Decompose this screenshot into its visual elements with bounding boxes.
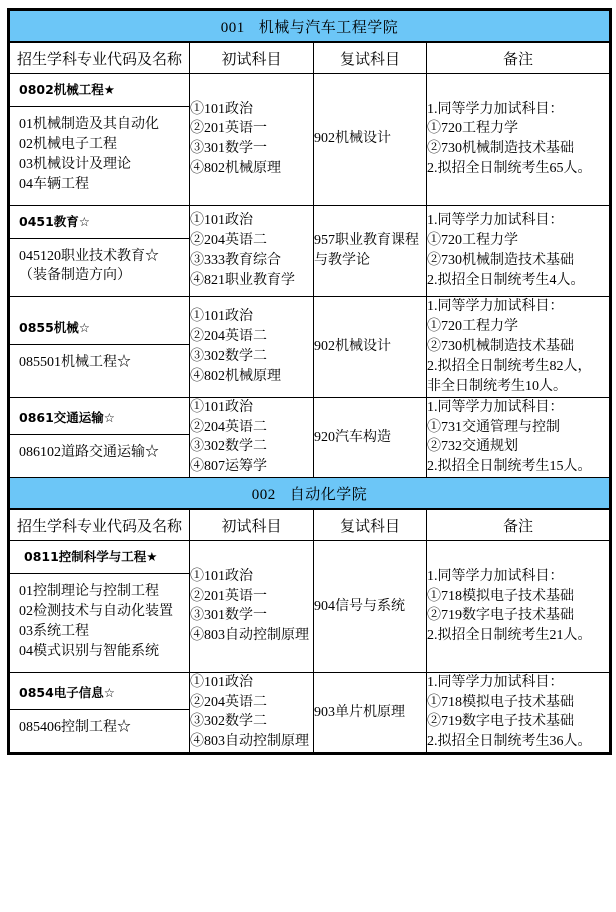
- direction-item: 045120职业技术教育☆: [19, 248, 159, 264]
- remark-line: ②730机械制造技术基础: [427, 252, 574, 268]
- program-row: [9, 541, 611, 673]
- exam-subject-item: ④802机械原理: [190, 161, 281, 177]
- exam-subject-item: ③302数学二: [190, 439, 267, 455]
- remark-line: 2.拟招全日制统考生4人。: [427, 272, 585, 288]
- retest-subject: 904信号与系统: [314, 541, 427, 673]
- first-exam-subjects: [190, 205, 314, 297]
- remarks: [427, 672, 611, 754]
- direction-item: 03机械设计及理论: [19, 156, 131, 172]
- remark-line: 2.拟招全日制统考生65人。: [427, 161, 592, 177]
- program-code: 0802机械工程★: [10, 74, 189, 107]
- program-cell: [9, 541, 190, 673]
- retest-subject: 903单片机原理: [314, 672, 427, 754]
- exam-subject-item: ②204英语二: [190, 329, 267, 345]
- remark-line: 1.同等学力加试科目：: [427, 299, 564, 315]
- exam-subject-item: ②201英语一: [190, 121, 267, 137]
- college-header-row: [9, 10, 611, 43]
- remark-line: 2.拟招全日制统考生15人。: [427, 459, 592, 475]
- exam-subject-item: ④821职业教育学: [190, 272, 295, 288]
- column-header-2: 复试科目: [314, 509, 427, 541]
- retest-subject: 957职业教育课程与教学论: [314, 205, 427, 297]
- retest-subject: 920汽车构造: [314, 397, 427, 478]
- exam-subject-item: ①101政治: [190, 101, 253, 117]
- direction-item: 04模式识别与智能系统: [19, 643, 159, 659]
- exam-subject-item: ③333教育综合: [190, 252, 281, 268]
- remarks: [427, 205, 611, 297]
- exam-subject-item: ①101政治: [190, 399, 253, 415]
- remark-line: 2.拟招全日制统考生21人。: [427, 628, 592, 644]
- exam-subject-item: ①101政治: [190, 309, 253, 325]
- retest-subject: 902机械设计: [314, 297, 427, 397]
- program-cell: [9, 205, 190, 297]
- exam-subject-item: ②204英语二: [190, 694, 267, 710]
- program-row: [9, 205, 611, 297]
- remark-line: 2.拟招全日制统考生82人，: [427, 358, 592, 374]
- first-exam-subjects: [190, 541, 314, 673]
- direction-item: 01机械制造及其自动化: [19, 117, 159, 132]
- research-directions: [10, 107, 189, 205]
- remark-line: ①718模拟电子技术基础: [427, 588, 574, 604]
- program-code: 0854电子信息☆: [10, 677, 189, 710]
- program-code: 0855机械☆: [10, 312, 189, 345]
- exam-subject-item: ②204英语二: [190, 419, 267, 435]
- program-row: [9, 672, 611, 754]
- column-header-1: 初试科目: [190, 42, 314, 74]
- program-code: 0451教育☆: [10, 206, 189, 239]
- column-header-0: 招生学科专业代码及名称: [9, 42, 190, 74]
- college-number: 001: [220, 19, 245, 36]
- remark-line: ①720工程力学: [427, 319, 518, 335]
- remark-line: 1.同等学力加试科目：: [427, 399, 564, 415]
- exam-subject-item: ②201英语一: [190, 588, 267, 604]
- exam-subject-item: ①101政治: [190, 674, 253, 690]
- remark-line: ①731交通管理与控制: [427, 419, 560, 435]
- exam-subject-item: ④807运筹学: [190, 459, 267, 475]
- first-exam-subjects: [190, 672, 314, 754]
- direction-item: 02检测技术与自动化装置: [19, 604, 173, 619]
- direction-item: 04车辆工程: [19, 176, 89, 192]
- column-header-row: [9, 509, 611, 541]
- research-directions: [10, 574, 189, 672]
- exam-subject-item: ③301数学一: [190, 608, 267, 624]
- college-number: 002: [251, 486, 276, 503]
- admissions-catalog-table: [7, 8, 612, 755]
- college-name: 机械与汽车工程学院: [258, 19, 399, 36]
- direction-item: 085501机械工程☆: [19, 354, 131, 370]
- exam-subject-item: ③302数学二: [190, 348, 267, 364]
- remark-line: ②719数字电子技术基础: [427, 608, 574, 624]
- remark-line: 2.拟招全日制统考生36人。: [427, 734, 592, 750]
- program-row: [9, 297, 611, 397]
- retest-subject: 902机械设计: [314, 74, 427, 206]
- exam-subject-item: ④802机械原理: [190, 368, 281, 384]
- exam-subject-item: ③302数学二: [190, 714, 267, 730]
- research-directions: [10, 435, 189, 473]
- remark-line: 1.同等学力加试科目：: [427, 674, 564, 690]
- remark-line: 1.同等学力加试科目：: [427, 101, 564, 117]
- direction-item: 086102道路交通运输☆: [19, 444, 159, 460]
- column-header-0: 招生学科专业代码及名称: [9, 509, 190, 541]
- remark-line: ①718模拟电子技术基础: [427, 694, 574, 710]
- exam-subject-item: ①101政治: [190, 213, 253, 229]
- research-directions: [10, 239, 189, 297]
- column-header-3: 备注: [427, 509, 611, 541]
- column-header-3: 备注: [427, 42, 611, 74]
- program-code: 0811控制科学与工程★: [10, 541, 189, 574]
- direction-item: 01控制理论与控制工程: [19, 584, 159, 600]
- research-directions: [10, 345, 189, 383]
- college-header-row: [9, 478, 611, 510]
- remarks: [427, 74, 611, 206]
- exam-subject-item: ②204英语二: [190, 233, 267, 248]
- research-directions: [10, 710, 189, 748]
- program-cell: [9, 297, 190, 397]
- exam-subject-item: ④803自动控制原理: [190, 628, 309, 644]
- remark-line: ①720工程力学: [427, 121, 518, 137]
- exam-subject-item: ③301数学一: [190, 141, 267, 157]
- remark-line: ②732交通规划: [427, 439, 518, 455]
- program-row: [9, 74, 611, 206]
- remarks: [427, 297, 611, 397]
- remark-line: ①720工程力学: [427, 233, 518, 248]
- remark-line: 非全日制统考生10人。: [427, 378, 567, 394]
- column-header-row: [9, 42, 611, 74]
- first-exam-subjects: [190, 297, 314, 397]
- remarks: [427, 541, 611, 673]
- direction-item: 03系统工程: [19, 623, 89, 639]
- program-cell: [9, 672, 190, 754]
- college-title: [9, 478, 611, 510]
- remarks: [427, 397, 611, 478]
- column-header-1: 初试科目: [190, 509, 314, 541]
- program-code: 0861交通运输☆: [10, 402, 189, 435]
- program-cell: [9, 74, 190, 206]
- column-header-2: 复试科目: [314, 42, 427, 74]
- first-exam-subjects: [190, 74, 314, 206]
- remark-line: ②730机械制造技术基础: [427, 141, 574, 157]
- remark-line: ②730机械制造技术基础: [427, 339, 574, 354]
- direction-item: 02机械电子工程: [19, 136, 117, 152]
- direction-item: （装备制造方向）: [19, 268, 131, 284]
- direction-item: 085406控制工程☆: [19, 719, 131, 735]
- college-title: [9, 10, 611, 43]
- college-name: 自动化学院: [289, 486, 368, 503]
- remark-line: ②719数字电子技术基础: [427, 714, 574, 730]
- remark-line: 1.同等学力加试科目：: [427, 213, 564, 229]
- program-cell: [9, 397, 190, 478]
- program-row: [9, 397, 611, 478]
- exam-subject-item: ①101政治: [190, 568, 253, 584]
- remark-line: 1.同等学力加试科目：: [427, 568, 564, 584]
- exam-subject-item: ④803自动控制原理: [190, 734, 309, 750]
- first-exam-subjects: [190, 397, 314, 478]
